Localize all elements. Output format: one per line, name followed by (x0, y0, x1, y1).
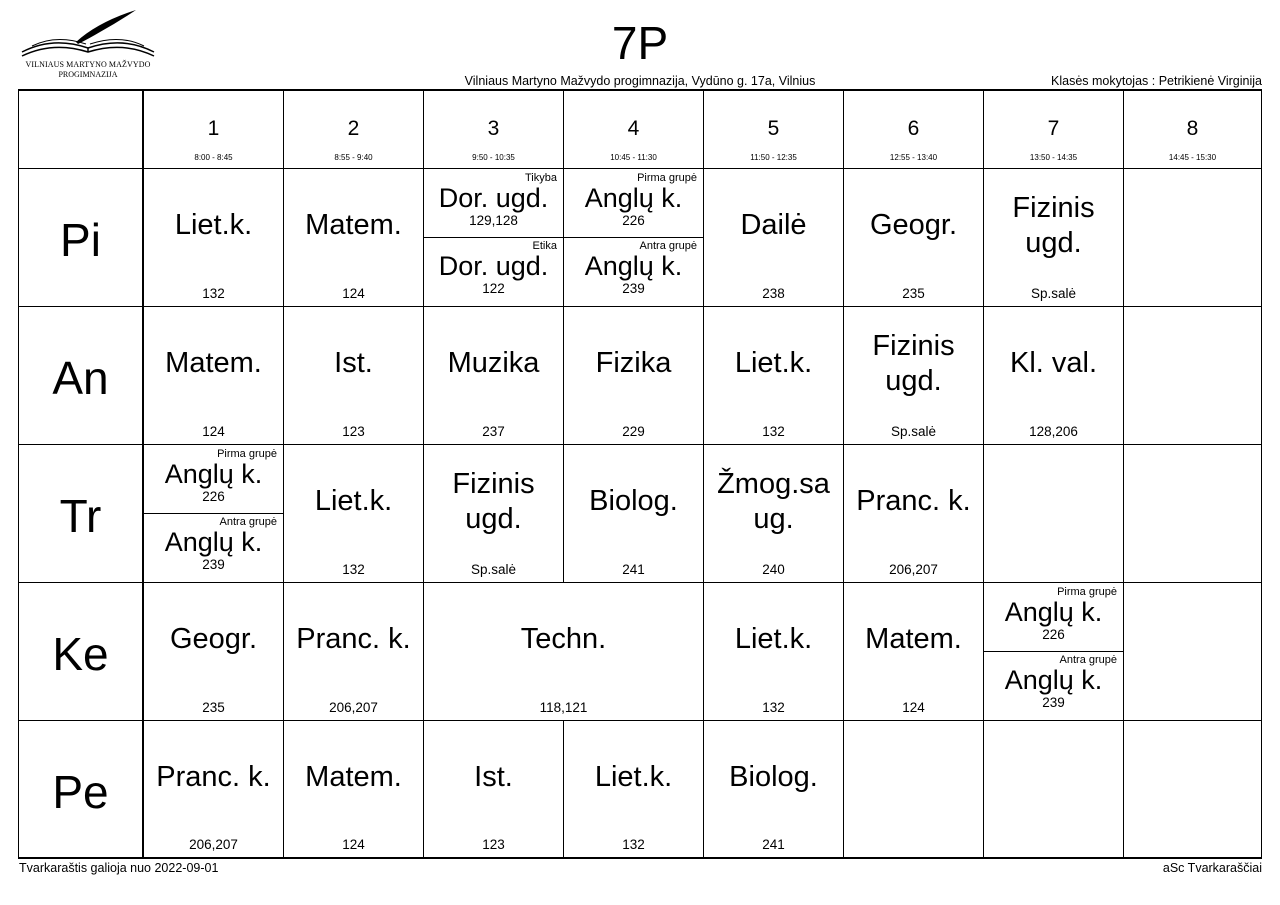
validity-note: Tvarkaraštis galioja nuo 2022-09-01 (19, 861, 219, 875)
period-time: 12:55 - 13:40 (889, 153, 938, 162)
period-time: 8:00 - 8:45 (194, 153, 233, 162)
lesson-subject (1124, 169, 1261, 282)
group-lesson (424, 237, 563, 305)
lesson-subject-text: Matem. (865, 623, 962, 655)
lesson-subject (144, 583, 283, 696)
period-time: 9:50 - 10:35 (472, 153, 515, 162)
lesson-room: 132 (342, 562, 365, 577)
logo-text-line1: VILNIAUS MARTYNO MAŽVYDO (25, 60, 151, 69)
lesson-room: 241 (762, 837, 785, 852)
period-header (1124, 91, 1261, 169)
day-label: An (52, 352, 109, 404)
lesson-subject (144, 169, 283, 282)
lesson-subject: Anglų k. (164, 459, 263, 489)
lesson-subject-text: Biolog. (589, 485, 678, 517)
lesson-cell (424, 583, 704, 721)
lesson-room: 206,207 (189, 837, 238, 852)
lesson-subject: Anglų k. (1004, 597, 1103, 627)
group-lesson (424, 169, 563, 238)
lesson-subject (984, 169, 1123, 282)
lesson-room: 235 (202, 700, 225, 715)
lesson-subject: Anglų k. (584, 251, 683, 281)
group-label: Pirma grupė (637, 172, 697, 184)
lesson-subject: Anglų k. (584, 183, 683, 213)
day-header (19, 721, 144, 857)
lesson-subject-text: Fizinis ugd. (872, 329, 955, 397)
group-label: Pirma grupė (1057, 586, 1117, 598)
period-number: 5 (767, 117, 780, 140)
lesson-cell (844, 307, 984, 445)
lesson-cell (984, 583, 1124, 721)
lesson-cell (564, 445, 704, 583)
lesson-room: 239 (1042, 695, 1065, 710)
lesson-subject (844, 583, 983, 696)
lesson-subject (704, 169, 843, 282)
lesson-cell (844, 583, 984, 721)
class-teacher: Klasės mokytojas : Petrikienė Virginija (1051, 74, 1262, 88)
lesson-room: 226 (1042, 627, 1065, 642)
lesson-room: 124 (342, 837, 365, 852)
lesson-subject (284, 169, 423, 282)
lesson-room: 237 (482, 424, 505, 439)
lesson-subject-text: Žmog.sa ug. (717, 467, 830, 535)
lesson-cell (564, 307, 704, 445)
lesson-subject-text: Geogr. (869, 209, 958, 241)
group-label: Tikyba (525, 172, 557, 184)
lesson-subject (284, 307, 423, 420)
lesson-cell (424, 307, 564, 445)
lesson-room: 226 (622, 213, 645, 228)
day-label: Pe (52, 766, 109, 818)
lesson-cell (704, 445, 844, 583)
lesson-subject (844, 445, 983, 558)
lesson-subject-text: Dailė (740, 209, 807, 241)
lesson-room: 124 (342, 286, 365, 301)
day-header (19, 169, 144, 307)
group-lesson (984, 651, 1123, 719)
lesson-cell (144, 445, 284, 583)
lesson-subject-text: Techn. (520, 623, 607, 655)
lesson-subject-text: Fizinis ugd. (452, 467, 535, 535)
group-lesson (564, 169, 703, 238)
period-header (424, 91, 564, 169)
lesson-room: 226 (202, 489, 225, 504)
lesson-room: 206,207 (889, 562, 938, 577)
lesson-cell (144, 169, 284, 307)
lesson-cell (284, 307, 424, 445)
lesson-cell (704, 583, 844, 721)
lesson-subject-text: Pranc. k. (856, 485, 971, 517)
lesson-cell (564, 721, 704, 857)
lesson-cell (144, 307, 284, 445)
day-header (19, 307, 144, 445)
lesson-subject (424, 307, 563, 420)
lesson-subject-text: Liet.k. (594, 760, 673, 793)
lesson-subject (844, 169, 983, 282)
day-label: Tr (59, 490, 102, 542)
lesson-cell (984, 445, 1124, 583)
timetable-grid (18, 89, 1262, 859)
group-lesson (144, 513, 283, 581)
lesson-subject (704, 307, 843, 420)
lesson-subject-text: Biolog. (729, 760, 818, 793)
lesson-room: 239 (202, 557, 225, 572)
lesson-room: Sp.salė (1030, 286, 1077, 301)
lesson-subject (1124, 307, 1261, 420)
lesson-cell (984, 721, 1124, 857)
lesson-subject-text: Geogr. (169, 623, 258, 655)
lesson-room: 118,121 (539, 700, 588, 715)
lesson-subject (144, 307, 283, 420)
lesson-subject (424, 445, 563, 558)
period-number: 7 (1047, 117, 1060, 140)
lesson-subject (284, 721, 423, 833)
day-label: Pi (60, 214, 101, 266)
lesson-subject: Dor. ugd. (438, 183, 549, 213)
period-number: 1 (207, 117, 220, 140)
lesson-subject (284, 583, 423, 696)
lesson-room: 241 (622, 562, 645, 577)
lesson-subject-text: Ist. (474, 760, 513, 793)
lesson-room: 206,207 (329, 700, 378, 715)
lesson-cell (284, 169, 424, 307)
lesson-cell (704, 169, 844, 307)
lesson-subject (984, 445, 1123, 558)
lesson-subject-text: Kl. val. (1009, 347, 1098, 379)
lesson-subject: Anglų k. (1004, 665, 1103, 695)
lesson-cell (1124, 169, 1261, 307)
period-number: 6 (907, 117, 920, 140)
period-header (984, 91, 1124, 169)
lesson-subject (704, 583, 843, 696)
lesson-cell (144, 721, 284, 857)
lesson-room: 124 (202, 424, 225, 439)
lesson-cell (704, 307, 844, 445)
lesson-room: 229 (622, 424, 645, 439)
lesson-subject (1124, 721, 1261, 833)
period-time: 13:50 - 14:35 (1029, 153, 1078, 162)
lesson-cell (284, 583, 424, 721)
lesson-cell (1124, 445, 1261, 583)
group-label: Antra grupė (639, 240, 697, 252)
lesson-room: 132 (622, 837, 645, 852)
period-header (144, 91, 284, 169)
lesson-subject-text: Matem. (305, 760, 402, 793)
lesson-subject-text: Liet.k. (314, 485, 393, 517)
lesson-subject (284, 445, 423, 558)
lesson-room: 240 (762, 562, 785, 577)
period-number: 8 (1186, 117, 1199, 140)
lesson-room: 235 (902, 286, 925, 301)
lesson-room: Sp.salė (890, 424, 937, 439)
day-header (19, 445, 144, 583)
lesson-subject (1124, 583, 1261, 696)
lesson-subject-text: Pranc. k. (296, 623, 411, 655)
lesson-cell (284, 721, 424, 857)
lesson-room: 132 (202, 286, 225, 301)
group-lesson (144, 445, 283, 514)
lesson-room: 123 (482, 837, 505, 852)
group-label: Pirma grupė (217, 448, 277, 460)
lesson-subject-text: Fizinis ugd. (1012, 191, 1095, 259)
period-header (564, 91, 704, 169)
class-title: 7P (611, 17, 669, 69)
lesson-room: 123 (342, 424, 365, 439)
period-header (844, 91, 984, 169)
lesson-cell (704, 721, 844, 857)
lesson-cell (424, 169, 564, 307)
lesson-room: 132 (762, 700, 785, 715)
lesson-subject (1124, 445, 1261, 558)
lesson-subject: Anglų k. (164, 527, 263, 557)
lesson-cell (284, 445, 424, 583)
lesson-subject (704, 445, 843, 558)
period-number: 3 (487, 117, 500, 140)
period-header (284, 91, 424, 169)
period-time: 8:55 - 9:40 (334, 153, 373, 162)
period-header (704, 91, 844, 169)
period-time: 14:45 - 15:30 (1168, 153, 1217, 162)
lesson-subject (424, 583, 703, 696)
lesson-subject (844, 307, 983, 420)
school-address: Vilniaus Martyno Mažvydo progimnazija, Vydūno g. 17a, Vilnius (464, 74, 816, 88)
lesson-room: 239 (622, 281, 645, 296)
lesson-subject (564, 721, 703, 833)
lesson-cell (564, 169, 704, 307)
lesson-cell (144, 583, 284, 721)
lesson-subject-text: Ist. (334, 347, 373, 379)
lesson-room: 129,128 (469, 213, 518, 228)
lesson-cell (1124, 721, 1261, 857)
lesson-subject (984, 307, 1123, 420)
lesson-subject (984, 721, 1123, 833)
lesson-subject (564, 307, 703, 420)
group-label: Etika (532, 240, 557, 252)
lesson-subject-text: Matem. (165, 347, 262, 379)
group-label: Antra grupė (219, 516, 277, 528)
lesson-cell (1124, 307, 1261, 445)
lesson-room: 122 (482, 281, 505, 296)
lesson-cell (984, 169, 1124, 307)
group-label: Antra grupė (1059, 654, 1117, 666)
period-time: 10:45 - 11:30 (610, 153, 657, 162)
lesson-subject (144, 721, 283, 833)
lesson-cell (844, 721, 984, 857)
lesson-subject-text: Liet.k. (734, 623, 813, 655)
group-lesson (564, 237, 703, 305)
period-time: 11:50 - 12:35 (750, 153, 797, 162)
group-lesson (984, 583, 1123, 652)
logo-text-line2: PROGIMNAZIJA (58, 70, 118, 79)
lesson-room: Sp.salė (470, 562, 517, 577)
lesson-subject (844, 721, 983, 833)
period-number: 2 (347, 117, 360, 140)
lesson-cell (844, 169, 984, 307)
lesson-cell (1124, 583, 1261, 721)
lesson-subject (424, 721, 563, 833)
period-number: 4 (627, 117, 640, 140)
lesson-room: 238 (762, 286, 785, 301)
lesson-room: 132 (762, 424, 785, 439)
lesson-cell (424, 721, 564, 857)
lesson-room: 124 (902, 700, 925, 715)
lesson-subject-text: Liet.k. (734, 347, 813, 379)
lesson-room: 128,206 (1029, 424, 1078, 439)
lesson-subject (704, 721, 843, 833)
lesson-cell (984, 307, 1124, 445)
lesson-subject-text: Muzika (447, 347, 540, 379)
corner-cell (19, 91, 144, 169)
lesson-subject: Dor. ugd. (438, 251, 549, 281)
lesson-subject-text: Liet.k. (174, 209, 253, 241)
lesson-cell (424, 445, 564, 583)
lesson-subject-text: Pranc. k. (156, 760, 271, 793)
lesson-subject-text: Matem. (305, 209, 402, 241)
lesson-subject-text: Fizika (595, 347, 672, 379)
day-label: Ke (52, 628, 109, 680)
lesson-cell (844, 445, 984, 583)
lesson-subject (564, 445, 703, 558)
software-brand: aSc Tvarkaraščiai (1162, 861, 1262, 875)
day-header (19, 583, 144, 721)
